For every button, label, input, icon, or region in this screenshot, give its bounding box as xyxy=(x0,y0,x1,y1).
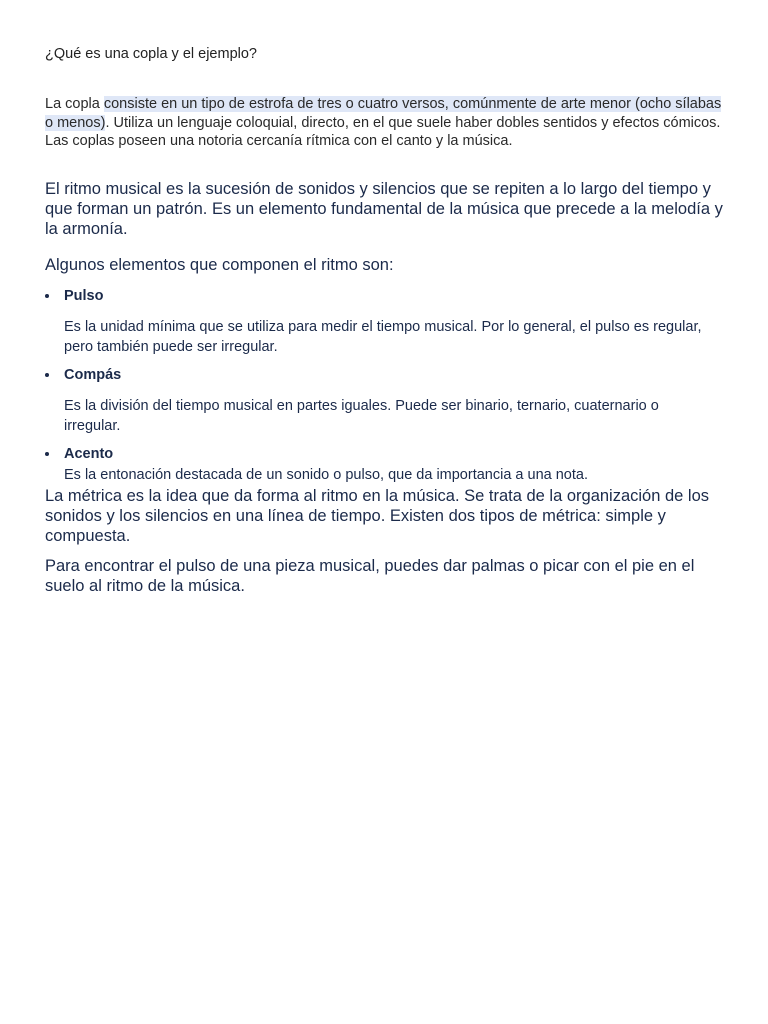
bullet-icon xyxy=(45,294,49,298)
term-pulso[interactable]: Pulso xyxy=(64,288,104,304)
description-acento[interactable]: Es la entonación destacada de un sonido o pulso, que da importancia a una nota. xyxy=(64,467,588,483)
term-acento[interactable]: Acento xyxy=(64,446,114,462)
term-compas[interactable]: Compás xyxy=(64,367,122,383)
copla-paragraph[interactable] xyxy=(45,95,725,151)
highlighted-text-selection[interactable]: consiste en un tipo de estrofa de tres o cuatro versos, comúnmente de arte menor (ocho sílabas o menos) xyxy=(45,96,722,131)
metrica-paragraph[interactable]: La métrica es la idea que da forma al ritmo en la música. Se trata de la organización de los sonidos y los silencios en una línea de tiempo. Existen dos tipos de métrica: simple y compuesta. xyxy=(45,487,710,545)
description-pulso[interactable]: Es la unidad mínima que se utiliza para medir el tiempo musical. Por lo general, el pulso es regular, pero también puede ser irregular. xyxy=(64,319,702,355)
copla-text-start[interactable]: La copla xyxy=(45,96,104,112)
question-heading: ¿Qué es una copla y el ejemplo? xyxy=(45,46,257,62)
bullet-icon xyxy=(45,452,49,456)
ritmo-paragraph[interactable]: El ritmo musical es la sucesión de sonidos y silencios que se repiten a lo largo del tiempo y que forman un patrón. Es un elemento fundamental de la música que precede a la melodía y la armonía. xyxy=(45,180,723,238)
pulso-paragraph[interactable]: Para encontrar el pulso de una pieza musical, puedes dar palmas o picar con el pie en el suelo al ritmo de la música. xyxy=(45,557,695,595)
description-compas[interactable]: Es la división del tiempo musical en partes iguales. Puede ser binario, ternario, cuaternario o irregular. xyxy=(64,398,659,434)
elements-intro[interactable]: Algunos elementos que componen el ritmo son: xyxy=(45,256,394,274)
bullet-icon xyxy=(45,373,49,377)
copla-text-end[interactable]: . Utiliza un lenguaje coloquial, directo, en el que suele haber dobles sentidos y efectos cómicos. Las coplas poseen una notoria cercanía rítmica con el canto y la música. xyxy=(45,114,721,149)
